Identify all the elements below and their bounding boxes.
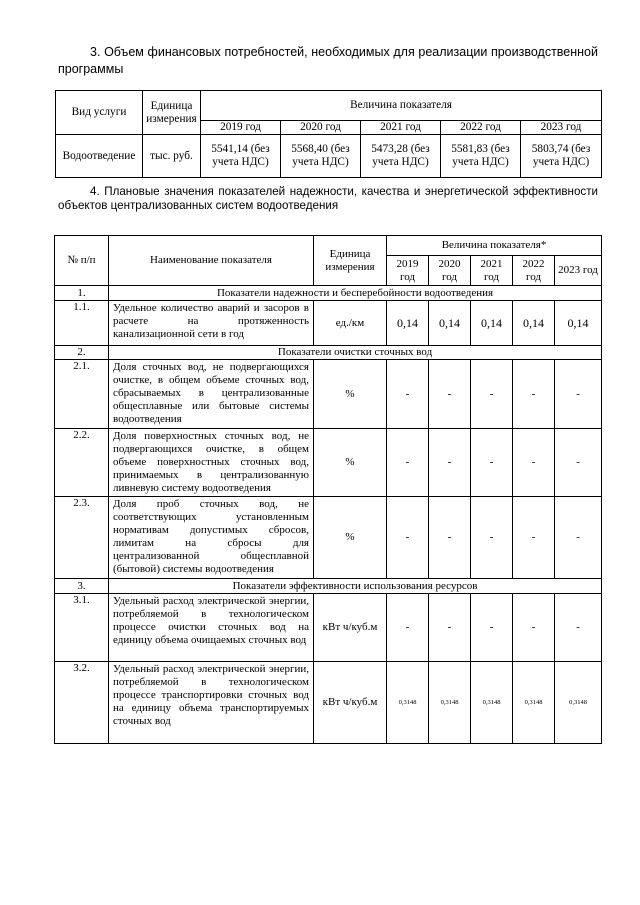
value-cell: -	[387, 360, 429, 429]
table-row	[56, 135, 602, 178]
section-number: 1.	[55, 286, 109, 301]
value-cell: -	[387, 497, 429, 579]
value-cell: -	[387, 594, 429, 662]
value-cell: 5581,83 (без учета НДС)	[441, 135, 521, 178]
value-cell: 5541,14 (без учета НДС)	[201, 135, 281, 178]
financial-needs-table	[55, 90, 602, 178]
section-number: 3.	[55, 579, 109, 594]
section-row	[55, 286, 602, 301]
year-header: 2019 год	[201, 121, 281, 135]
value-cell: -	[471, 497, 513, 579]
year-header: 2023 год	[555, 256, 602, 286]
value-cell: 5568,40 (без учета НДС)	[281, 135, 361, 178]
item-number: 3.1.	[55, 594, 109, 662]
value-cell: -	[471, 360, 513, 429]
value-cell: -	[387, 429, 429, 497]
table-row	[55, 497, 602, 579]
year-header: 2020 год	[281, 121, 361, 135]
item-name: Удельное количество аварий и засоров в расчете на протяженность канализационной сети в год	[109, 301, 314, 346]
year-header: 2022 год	[441, 121, 521, 135]
section-row	[55, 346, 602, 360]
year-header: 2022 год	[513, 256, 555, 286]
column-header-service: Вид услуги	[56, 91, 143, 135]
table-row	[55, 662, 602, 744]
unit-cell: кВт ч/куб.м	[314, 594, 387, 662]
section-row	[55, 579, 602, 594]
unit-cell: %	[314, 497, 387, 579]
item-number: 1.1.	[55, 301, 109, 346]
item-number: 2.3.	[55, 497, 109, 579]
item-name: Удельный расход электрической энергии, потребляемой в технологическом процессе очистки сточных вод на единицу объема очищаемых сточных вод	[109, 594, 314, 662]
column-header-unit: Единица измерения	[314, 236, 387, 286]
value-cell: -	[555, 360, 602, 429]
unit-cell: %	[314, 360, 387, 429]
unit-cell: кВт ч/куб.м	[314, 662, 387, 744]
service-name: Водоотведение	[56, 135, 143, 178]
value-cell: -	[555, 497, 602, 579]
item-name: Доля поверхностных сточных вод, не подвергающихся очистке, в общем объеме поверхностных сточных вод, принимаемых в централизованную ливневую систему водоотведения	[109, 429, 314, 497]
section-4-heading: 4. Плановые значения показателей надежности, качества и энергетической эффективности объектов централизованных систем водоотведения	[58, 185, 598, 212]
value-cell: -	[429, 497, 471, 579]
section-title: Показатели надежности и бесперебойности водоотведения	[109, 286, 602, 301]
value-cell: 5803,74 (без учета НДС)	[521, 135, 602, 178]
value-cell: -	[429, 594, 471, 662]
year-header: 2021 год	[471, 256, 513, 286]
year-header: 2021 год	[361, 121, 441, 135]
value-cell: 0,3148	[429, 662, 471, 744]
value-cell: -	[513, 360, 555, 429]
value-cell: -	[513, 594, 555, 662]
indicators-table	[54, 235, 602, 744]
value-cell: 5473,28 (без учета НДС)	[361, 135, 441, 178]
value-cell: -	[429, 360, 471, 429]
value-cell: 0,3148	[555, 662, 602, 744]
value-cell: 0,14	[387, 301, 429, 346]
section-3-heading: 3. Объем финансовых потребностей, необходимых для реализации производственной программы	[58, 45, 598, 76]
value-cell: 0,3148	[471, 662, 513, 744]
value-cell: -	[471, 594, 513, 662]
item-number: 3.2.	[55, 662, 109, 744]
value-cell: -	[513, 429, 555, 497]
year-header: 2023 год	[521, 121, 602, 135]
section-title: Показатели очистки сточных вод	[109, 346, 602, 360]
column-header-name: Наименование показателя	[109, 236, 314, 286]
value-cell: -	[513, 497, 555, 579]
value-cell: 0,14	[471, 301, 513, 346]
value-cell: -	[555, 429, 602, 497]
item-number: 2.2.	[55, 429, 109, 497]
value-cell: -	[429, 429, 471, 497]
year-header: 2019 год	[387, 256, 429, 286]
column-header-num: № п/п	[55, 236, 109, 286]
value-cell: 0,14	[513, 301, 555, 346]
column-header-unit: Единица измерения	[143, 91, 201, 135]
item-name: Доля проб сточных вод, не соответствующих установленным нормативам допустимых сбросов, лимитам на сбросы для централизованной общесплавной (бытовой) системы водоотведения	[109, 497, 314, 579]
value-cell: 0,14	[555, 301, 602, 346]
table-row	[55, 594, 602, 662]
year-header: 2020 год	[429, 256, 471, 286]
value-cell: -	[555, 594, 602, 662]
column-header-value: Величина показателя	[201, 91, 602, 121]
value-cell: 0,14	[429, 301, 471, 346]
column-header-value: Величина показателя*	[387, 236, 602, 256]
item-name: Удельный расход электрической энергии, потребляемой в технологическом процессе транспортировки сточных вод на единицу объема транспортируемых сточных вод	[109, 662, 314, 744]
unit-cell: ед./км	[314, 301, 387, 346]
value-cell: 0,3148	[513, 662, 555, 744]
item-number: 2.1.	[55, 360, 109, 429]
item-name: Доля сточных вод, не подвергающихся очистке, в общем объеме сточных вод, сбрасываемых в централизованные общесплавные или бытовые системы водоотведения	[109, 360, 314, 429]
unit-cell: тыс. руб.	[143, 135, 201, 178]
section-number: 2.	[55, 346, 109, 360]
value-cell: -	[471, 429, 513, 497]
value-cell: 0,3148	[387, 662, 429, 744]
table-row	[55, 429, 602, 497]
unit-cell: %	[314, 429, 387, 497]
section-title: Показатели эффективности использования ресурсов	[109, 579, 602, 594]
table-row	[55, 301, 602, 346]
table-row	[55, 360, 602, 429]
